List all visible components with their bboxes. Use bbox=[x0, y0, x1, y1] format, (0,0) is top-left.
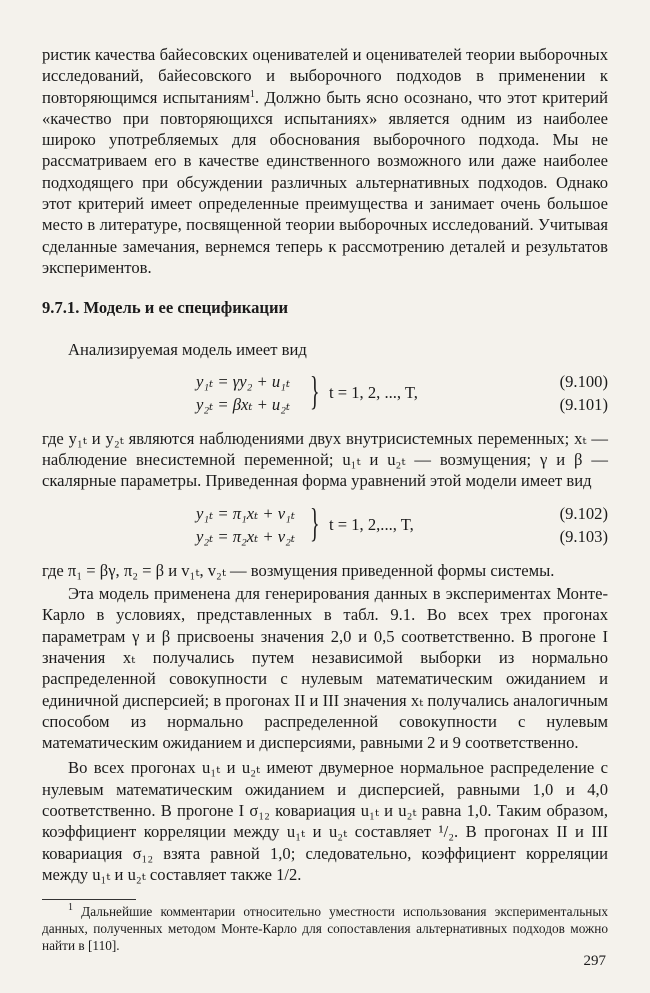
section-heading: 9.7.1. Модель и ее спецификации bbox=[42, 298, 289, 318]
brace-icon: } bbox=[310, 367, 320, 413]
page-number: 297 bbox=[583, 953, 606, 969]
equation-number: (9.100) bbox=[559, 371, 608, 391]
footnote bbox=[42, 903, 608, 954]
paragraph-variables: где y₁ₜ и y₂ₜ являются наблюдениями двух внутрисистемных переменных; xₜ — наблюдение внесистемной переменной; u₁ₜ и u₂ₜ — возмущения; γ и β — скалярные параметры. Приведенная форма уравнений этой модели имеет вид bbox=[42, 428, 608, 491]
model-intro: Анализируемая модель имеет вид bbox=[68, 339, 307, 359]
text-run: . Должно быть ясно осознано, что этот критерий «качество при повторяющихся испытаниях» является одним из наиболее широко употребляемых для обоснования выборочного подхода. Мы не рассматриваем его в качестве единственного возможного или даже наиболее подходящего при обсуждении различных альтернативных подходов. Однако этот критерий имеет определенные преимущества и занимает очень большое место в литературе, посвященной теории выборочных исследований. Учитывая сделанные замечания, вернемся теперь к рассмотрению деталей и результатов экспериментов. bbox=[42, 87, 609, 277]
paragraph-disturbances: Во всех прогонах u₁ₜ и u₂ₜ имеют двумерное нормальное распределение с нулевым математическим ожиданием и дисперсией, равными 1,0 и 4,0 соответственно. В прогоне I σ₁₂ ковариация u₁ₜ и u₂ₜ равна 1,0. Таким образом, коэффициент корреляции между u₁ₜ и u₂ₜ составляет ¹/₂. В прогонах II и III ковариация σ₁₂ взята равной 1,0; следовательно, коэффициент корреляции между u₁ₜ и u₂ₜ составляет также 1/2. bbox=[42, 758, 608, 884]
index-range: t = 1, 2, ..., T, bbox=[329, 382, 418, 402]
equation-block-2 bbox=[42, 499, 608, 550]
equation-9-101: y₂ₜ = βxₜ + u₂ₜ bbox=[196, 394, 291, 414]
footnote-ref: 1 bbox=[249, 88, 255, 100]
equation-9-102: y₁ₜ = π₁xₜ + v₁ₜ bbox=[196, 503, 295, 523]
footnote-divider bbox=[42, 899, 136, 900]
footnote-text: Дальнейшие комментарии относительно уместности использования экспериментальных данных, полученных методом Монте-Карло для сопоставления альтернативных подходов можно найти в [110]. bbox=[42, 904, 608, 954]
equation-number: (9.103) bbox=[559, 526, 608, 546]
equation-block-1 bbox=[42, 367, 608, 418]
equation-number: (9.101) bbox=[559, 394, 608, 414]
text-run: ристик качества байесовских оценивателей и оценивателей теории выборочных исследований, байесовского и выборочного подходов в применении к повторяющимся испытаниям bbox=[42, 45, 608, 107]
footnote-mark: 1 bbox=[68, 902, 73, 914]
brace-icon: } bbox=[310, 499, 320, 545]
index-range: t = 1, 2,..., T, bbox=[329, 514, 414, 534]
equation-9-103: y₂ₜ = π₂xₜ + v₂ₜ bbox=[196, 526, 295, 546]
paragraph-monte-carlo: Эта модель применена для генерирования данных в экспериментах Монте-Карло в условиях, представленных в табл. 9.1. Во всех трех прогонах параметрам γ и β присвоены значения 2,0 и 0,5 соответственно. В прогоне I значения xₜ получались путем независимой выборки из нормально распределенной совокупности с нулевым математическим ожиданием и единичной дисперсией; в прогонах II и III значения xₜ получались аналогичным способом из нормально распределенной совокупности с нулевым математическим ожиданием и дисперсиями, равными 2 и 9 соответственно. bbox=[42, 584, 608, 753]
equation-9-100: y₁ₜ = γy₂ + u₁ₜ bbox=[196, 371, 291, 391]
paragraph-intro bbox=[42, 44, 608, 278]
equation-number: (9.102) bbox=[559, 503, 608, 523]
page-content bbox=[42, 44, 608, 954]
paragraph-reduced-form: где π₁ = βγ, π₂ = β и v₁ₜ, v₂ₜ — возмущения приведенной формы системы. bbox=[42, 560, 555, 580]
